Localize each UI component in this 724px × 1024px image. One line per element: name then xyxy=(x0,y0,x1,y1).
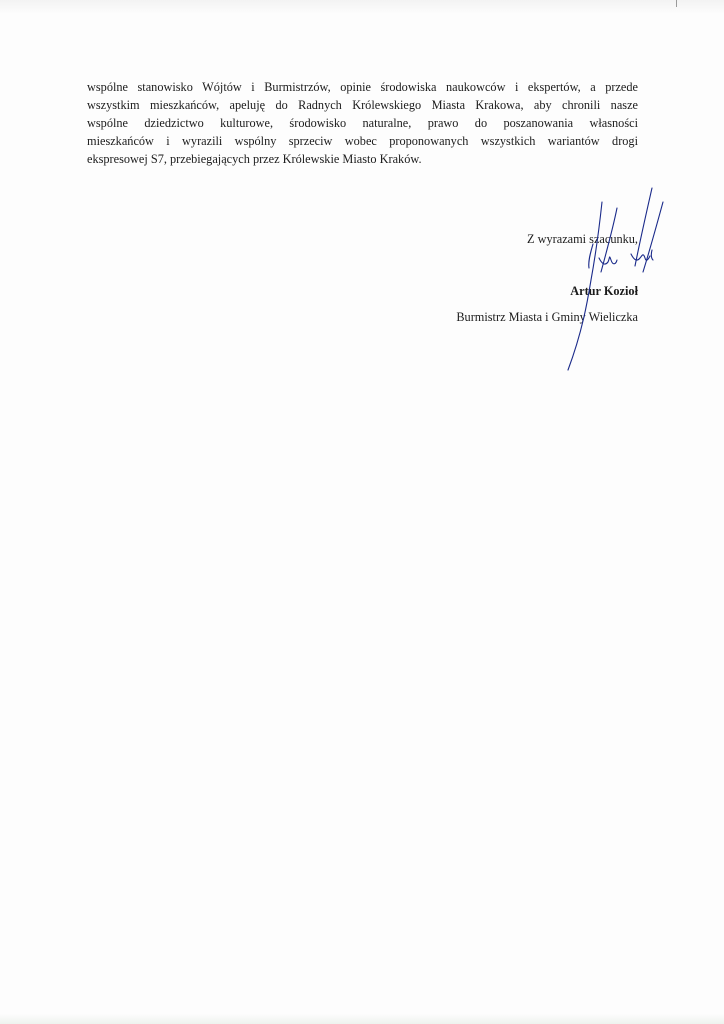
body-line: wszystkim mieszkańców, apeluję do Radnych Królewskiego Miasta Krakowa, aby chronili nasze xyxy=(87,98,638,112)
signer-name: Artur Kozioł xyxy=(570,284,638,298)
signer-title: Burmistrz Miasta i Gminy Wieliczka xyxy=(456,310,638,324)
closing-salutation: Z wyrazami szacunku, xyxy=(527,232,638,246)
scan-edge-mark xyxy=(676,0,677,7)
body-line: wspólne dziedzictwo kulturowe, środowisko naturalne, prawo do poszanowania własności xyxy=(87,116,638,130)
scan-shadow-bottom xyxy=(0,1014,724,1024)
body-line: ekspresowej S7, przebiegających przez Królewskie Miasto Kraków. xyxy=(87,152,422,166)
letter-body xyxy=(87,78,638,168)
handwritten-signature xyxy=(555,180,665,380)
scan-shadow-top xyxy=(0,0,724,14)
body-line: wspólne stanowisko Wójtów i Burmistrzów, opinie środowiska naukowców i ekspertów, a przede xyxy=(87,80,638,94)
body-line: mieszkańców i wyrazili wspólny sprzeciw wobec proponowanych wszystkich wariantów drogi xyxy=(87,134,638,148)
